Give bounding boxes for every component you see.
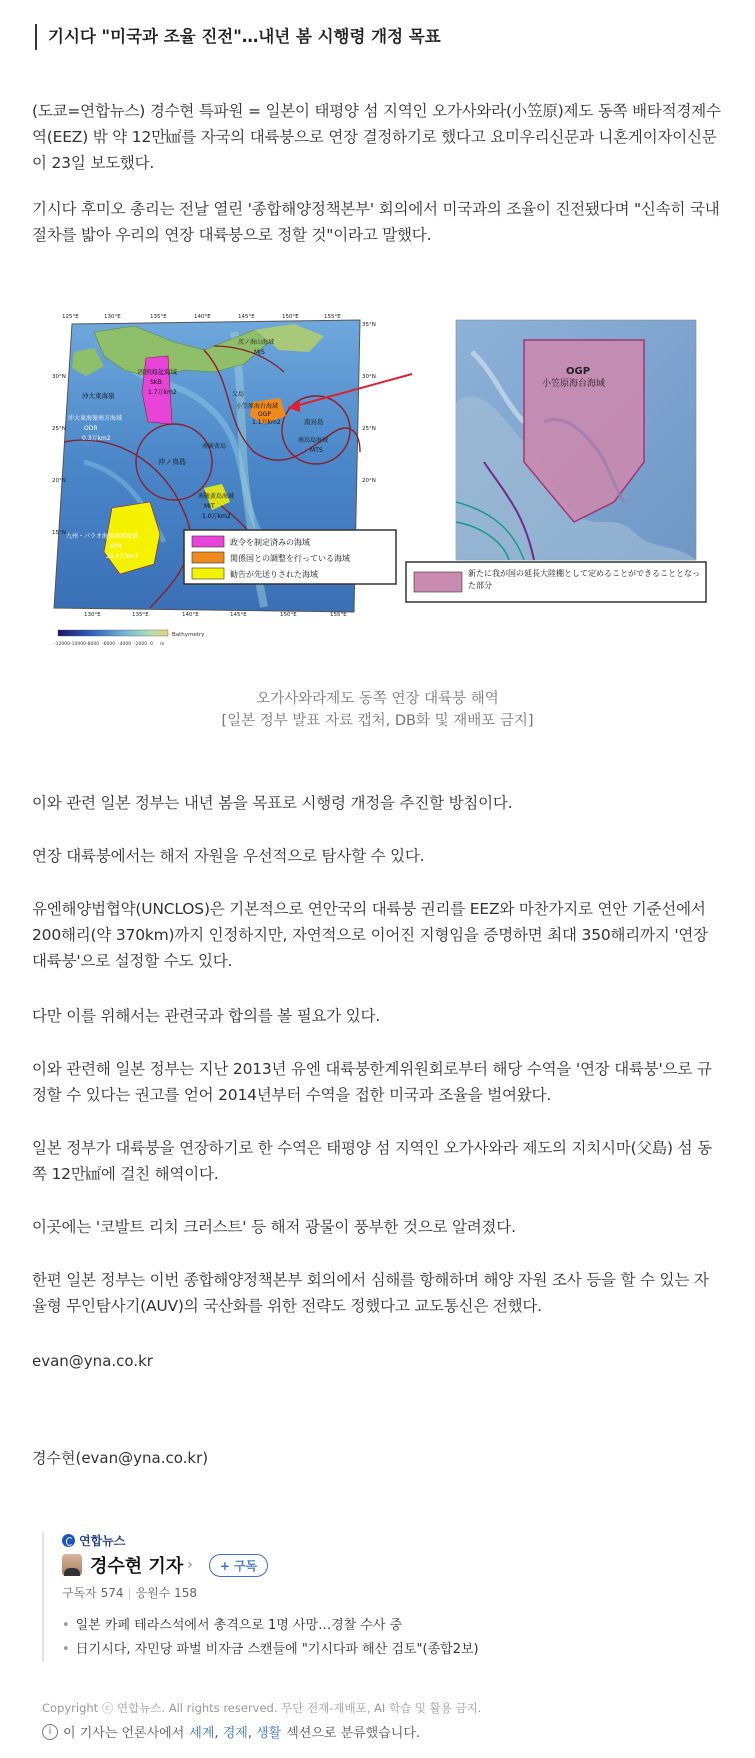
bath-tick-3: -8000 <box>86 642 100 647</box>
reporter-name[interactable]: 경수현 기자 <box>90 1556 184 1577</box>
label-boso: 茨ノ海山海域 <box>238 339 275 346</box>
lon-label-155: 155°E <box>324 314 341 320</box>
label-okidaito-south-sub: ODR <box>84 425 98 432</box>
paragraph-4: 연장 대륙붕에서는 해저 자원을 우선적으로 탐사할 수 있다. <box>32 847 425 865</box>
bath-tick-4: -6000 <box>102 642 116 647</box>
paragraph-5: 유엔해양법협약(UNCLOS)은 기본적으로 연안국의 대륙붕 권리를 EEZ와 마찬가지로 연안 기준선에서 200해리(약 370km)까지 인정하지만, 자연적으로 이어진 지형임을 증명하면 최대 350해리까지 '연장 대륙붕'으로 설정할 수도 있다. <box>32 900 708 970</box>
bathymetry-scale <box>54 630 205 647</box>
paragraph-7: 이와 관련해 일본 정부는 지난 2013년 유엔 대륙붕한계위원회로부터 해당 수역을 '연장 대륙붕'으로 규정할 수 있다는 권고를 얻어 2014년부터 수역을 접한 미국과 조율을 벌여왔다. <box>32 1060 712 1104</box>
lon-label-145: 145°E <box>238 314 255 320</box>
article-subtitle: 기시다 "미국과 조율 진전"…내년 봄 시행령 개정 목표 <box>35 24 441 50</box>
bath-tick-unit: m <box>160 642 165 647</box>
subscriber-count: 구독자 574 <box>62 1586 124 1600</box>
label-minamiiwo-sub: MIT <box>204 503 215 510</box>
bathymetry-label: Bathymetry <box>172 632 205 638</box>
label-minamiiwo: 南硫黄島海域 <box>198 493 235 500</box>
lon-bottom-135: 135°E <box>132 612 149 618</box>
label-minamiiwo-area: 1.0万km2 <box>202 513 231 520</box>
inset-label-ogasawara: 小笠原海台海域 <box>542 379 606 389</box>
label-kyushu: 九州・パラオ海嶺南部海域 <box>66 533 139 540</box>
bath-tick-7: 0 <box>150 642 153 647</box>
subscribe-button[interactable]: + 구독 <box>209 1554 268 1577</box>
lon-bottom-130: 130°E <box>84 612 101 618</box>
bath-tick-1: -12000 <box>54 642 70 647</box>
label-ogasawara: 小笠原海台海域 <box>236 403 279 410</box>
bath-tick-5: -4000 <box>118 642 132 647</box>
lon-label-140: 140°E <box>194 314 211 320</box>
label-kyushu-sub: KPR <box>110 543 122 550</box>
label-ogasawara-sub: OGP <box>258 411 271 418</box>
paragraph-8: 일본 정부가 대륙붕을 연장하기로 한 수역은 태평양 섬 지역인 오가사와라 제도의 지치시마(父島) 섬 동쪽 12만㎢에 걸친 해역이다. <box>32 1139 712 1183</box>
bath-tick-2: -10000 <box>70 642 86 647</box>
lat-label-25: 25°N <box>362 426 376 432</box>
label-chichijima: 父島 <box>232 391 245 398</box>
paragraph-9: 이곳에는 '코발트 리치 크러스트' 등 해저 광물이 풍부한 것으로 알려졌다. <box>32 1218 516 1236</box>
label-boso-sub: MJS <box>254 349 265 356</box>
lon-bottom-145: 145°E <box>230 612 247 618</box>
yna-logo[interactable] <box>62 1532 125 1549</box>
lon-bottom-140: 140°E <box>182 612 199 618</box>
section-classification: i 이 기사는 언론사에서 세계, 경제, 생활 섹션으로 분류했습니다. <box>42 1722 420 1741</box>
category-life[interactable]: 생활 <box>256 1726 282 1741</box>
label-minamitori: 南鳥島 <box>304 418 324 426</box>
label-shikoku-sub: SKB <box>150 379 162 386</box>
label-okinotori: 沖ノ鳥島 <box>158 458 186 466</box>
reporter-email: evan@yna.co.kr <box>32 1352 153 1370</box>
inset-legend-label: 新たに我が国の延長大陸棚として定めることができることとなった部分 <box>468 569 700 590</box>
reporter-card <box>42 1532 682 1662</box>
reporter-stats: 구독자 574 | 응원수 158 <box>62 1586 198 1600</box>
map-legend <box>184 530 396 584</box>
chevron-right-icon[interactable]: › <box>187 1557 193 1573</box>
classify-prefix: 이 기사는 언론사에서 <box>63 1726 185 1741</box>
lat-label-left-25: 25°N <box>52 426 66 432</box>
yna-brand: 연합뉴스 <box>79 1534 126 1548</box>
lon-bottom-155: 155°E <box>330 612 347 618</box>
label-minamiiwojima: 南硫黄島 <box>202 443 227 450</box>
lat-label-20: 20°N <box>362 478 376 484</box>
label-minamitori-sea: 南鳥島海域 <box>298 437 329 444</box>
byline: 경수현(evan@yna.co.kr) <box>32 1449 209 1467</box>
lon-label-135: 135°E <box>150 314 167 320</box>
info-icon: i <box>42 1724 58 1740</box>
lon-bottom-150: 150°E <box>280 612 297 618</box>
paragraph-3: 이와 관련 일본 정부는 내년 봄을 목표로 시행령 개정을 추진할 방침이다. <box>32 794 513 812</box>
category-world[interactable]: 세계 <box>189 1726 215 1741</box>
paragraph-6: 다만 이를 위해서는 관련국과 합의를 볼 필요가 있다. <box>32 1007 381 1025</box>
avatar[interactable] <box>62 1554 82 1576</box>
related-article-2[interactable]: • 日기시다, 자민당 파벌 비자금 스캔들에 "기시다파 해산 검토"(종합2보) <box>62 1638 479 1657</box>
article-figure[interactable] <box>54 312 714 664</box>
label-kyushu-area: 25.2万km2 <box>106 553 139 560</box>
figure-caption: 오가사와라제도 동쪽 연장 대륙붕 해역 <box>256 691 499 707</box>
label-ogasawara-area: 1.1万km2 <box>252 419 281 426</box>
cheer-count: 응원수 158 <box>135 1586 198 1600</box>
legend-label-adjusting: 関係国との調整を行っている海域 <box>230 554 350 563</box>
paragraph-2: 기시다 후미오 총리는 전날 열린 '종합해양정책본부' 회의에서 미국과의 조율이 진전됐다며 "신속히 국내 절차를 밟아 우리의 연장 대륙붕으로 정할 것"이라고 말했다. <box>32 200 720 244</box>
paragraph-10: 한편 일본 정부는 이번 종합해양정책본부 회의에서 심해를 항해하며 해양 자원 조사 등을 할 수 있는 자율형 무인탐사기(AUV)의 국산화를 위한 전략도 정했다고 교도통신은 전했다. <box>32 1271 709 1315</box>
paragraph-1: (도쿄=연합뉴스) 경수현 특파원 = 일본이 태평양 섬 지역인 오가사와라(小笠原)제도 동쪽 배타적경제수역(EEZ) 밖 약 12만㎢를 자국의 대륙붕으로 연장 결정하기로 했다고 요미우리신문과 니혼게이자이신문이 23일 보도했다. <box>32 102 721 172</box>
category-economy[interactable]: 경제 <box>222 1726 248 1741</box>
figure-credit: [일본 정부 발표 자료 캡처, DB화 및 재배포 금지] <box>221 713 534 729</box>
lon-label-125: 125°E <box>62 314 79 320</box>
inset-map <box>456 320 696 560</box>
inset-legend <box>406 562 706 602</box>
label-okidaito-south: 沖大東海嶺南方海域 <box>68 415 123 422</box>
lon-label-130: 130°E <box>104 314 121 320</box>
bath-tick-6: -2000 <box>134 642 148 647</box>
label-shikoku: 四国海盆海域 <box>138 368 177 376</box>
reporter-row <box>62 1552 268 1578</box>
legend-label-enacted: 政令を制定済みの海域 <box>230 538 310 547</box>
yna-logo-icon <box>62 1534 75 1547</box>
lon-label-150: 150°E <box>282 314 299 320</box>
lat-label-left-15: 15°N <box>52 530 66 536</box>
extended-continental-shelf-map <box>54 312 714 664</box>
related-article-1[interactable]: • 일본 카페 테라스석에서 총격으로 1명 사망…경찰 수사 중 <box>62 1614 402 1633</box>
copyright: Copyright ⓒ 연합뉴스. All rights reserved. 무단 전재-재배포, AI 학습 및 활용 금지. <box>42 1701 482 1715</box>
lat-label-30: 30°N <box>362 374 376 380</box>
label-minamitori-sea-sub: MTS <box>310 447 323 454</box>
lat-label-35: 35°N <box>362 322 376 328</box>
inset-label-ogp: OGP <box>566 366 591 377</box>
lat-label-left-30: 30°N <box>52 374 66 380</box>
lat-label-left-20: 20°N <box>52 478 66 484</box>
legend-label-deferred: 勧告が先送りされた海域 <box>230 570 318 579</box>
classify-suffix: 섹션으로 분류했습니다. <box>286 1726 421 1741</box>
label-shikoku-area: 1.7万km2 <box>148 389 177 396</box>
label-okidaito: 沖大東海嶺 <box>82 392 115 400</box>
label-okidaito-south-area: 0.3万km2 <box>82 435 111 442</box>
